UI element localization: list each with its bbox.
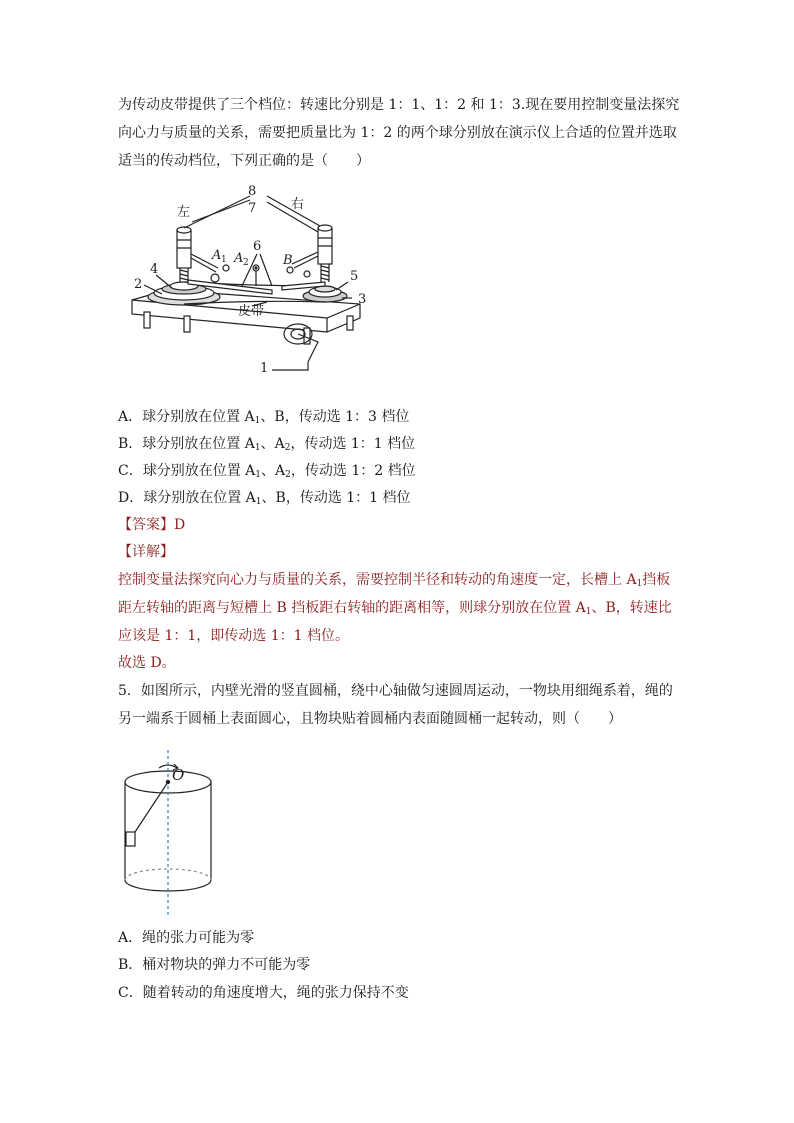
label-8: 8 — [248, 184, 257, 199]
label-7: 7 — [248, 201, 257, 216]
label-left: 左 — [177, 205, 191, 220]
label-b: B — [283, 253, 293, 268]
q4-option-d: D．球分别放在位置 $A_1$、B，传动选 1：1 档位 — [118, 490, 411, 507]
q5-option-a: A．绳的张力可能为零 — [118, 930, 255, 946]
label-4: 4 — [150, 262, 159, 277]
label-3: 3 — [358, 292, 367, 307]
q5-option-c: C．随着转动的角速度增大，绳的张力保持不变 — [118, 985, 409, 1001]
label-o: O — [172, 766, 185, 784]
q5-stem-line-2: 另一端系于圆桶上表面圆心，且物块贴着圆桶内表面随圆桶一起转动，则（ ） — [118, 711, 622, 727]
q4-detail-line-2: 距左转轴的距离与短槽上 B 挡板距右转轴的距离相等，则球分别放在位置 $A_1$、B，转速比 — [118, 600, 672, 617]
label-5: 5 — [350, 269, 359, 284]
label-right: 右 — [291, 197, 305, 212]
q4-answer: 【答案】D — [118, 517, 186, 533]
q4-option-c: C．球分别放在位置 $A_1$、$A_2$，传动选 1：2 档位 — [118, 463, 416, 480]
q5-option-b: B．桶对物块的弹力不可能为零 — [118, 957, 311, 973]
label-1: 1 — [260, 361, 269, 376]
q4-detail-line-1: 控制变量法探究向心力与质量的关系，需要控制半径和转动的角速度一定，长槽上 $A_1$挡板 — [118, 572, 671, 589]
rotating-cylinder-figure — [118, 740, 228, 920]
label-a1: A — [212, 248, 222, 263]
q4-option-a: A．球分别放在位置 $A_1$、B，传动选 1：3 档位 — [118, 409, 410, 426]
q4-stem-line-1: 为传动皮带提供了三个档位：转速比分别是 1：1、1：2 和 1：3.现在要用控制变量法探究 — [118, 97, 680, 113]
label-a2-sub: 2 — [243, 258, 249, 268]
label-6: 6 — [253, 239, 262, 254]
cylinder-drawing — [118, 740, 228, 920]
q4-stem-line-3: 适当的传动档位，下列正确的是（ ） — [118, 153, 370, 169]
label-a2: A — [234, 251, 244, 266]
apparatus-drawing — [122, 182, 372, 377]
q4-detail-line-3: 应该是 1：1，即传动选 1：1 档位。 — [118, 628, 349, 644]
q5-stem-line-1: 5．如图所示，内壁光滑的竖直圆桶，绕中心轴做匀速圆周运动，一物块用细绳系着，绳的 — [118, 683, 673, 699]
label-belt: 皮带 — [238, 304, 265, 319]
label-a1-sub: 1 — [221, 255, 227, 265]
q4-conclusion: 故选 D。 — [118, 655, 176, 671]
centripetal-force-apparatus-figure — [122, 182, 372, 377]
label-2: 2 — [134, 277, 143, 292]
q4-option-b: B．球分别放在位置 $A_1$、$A_2$，传动选 1：1 档位 — [118, 436, 416, 453]
q4-detail-label: 【详解】 — [118, 544, 174, 560]
q4-stem-line-2: 向心力与质量的关系，需要把质量比为 1：2 的两个球分别放在演示仪上合适的位置并选取 — [118, 125, 677, 141]
